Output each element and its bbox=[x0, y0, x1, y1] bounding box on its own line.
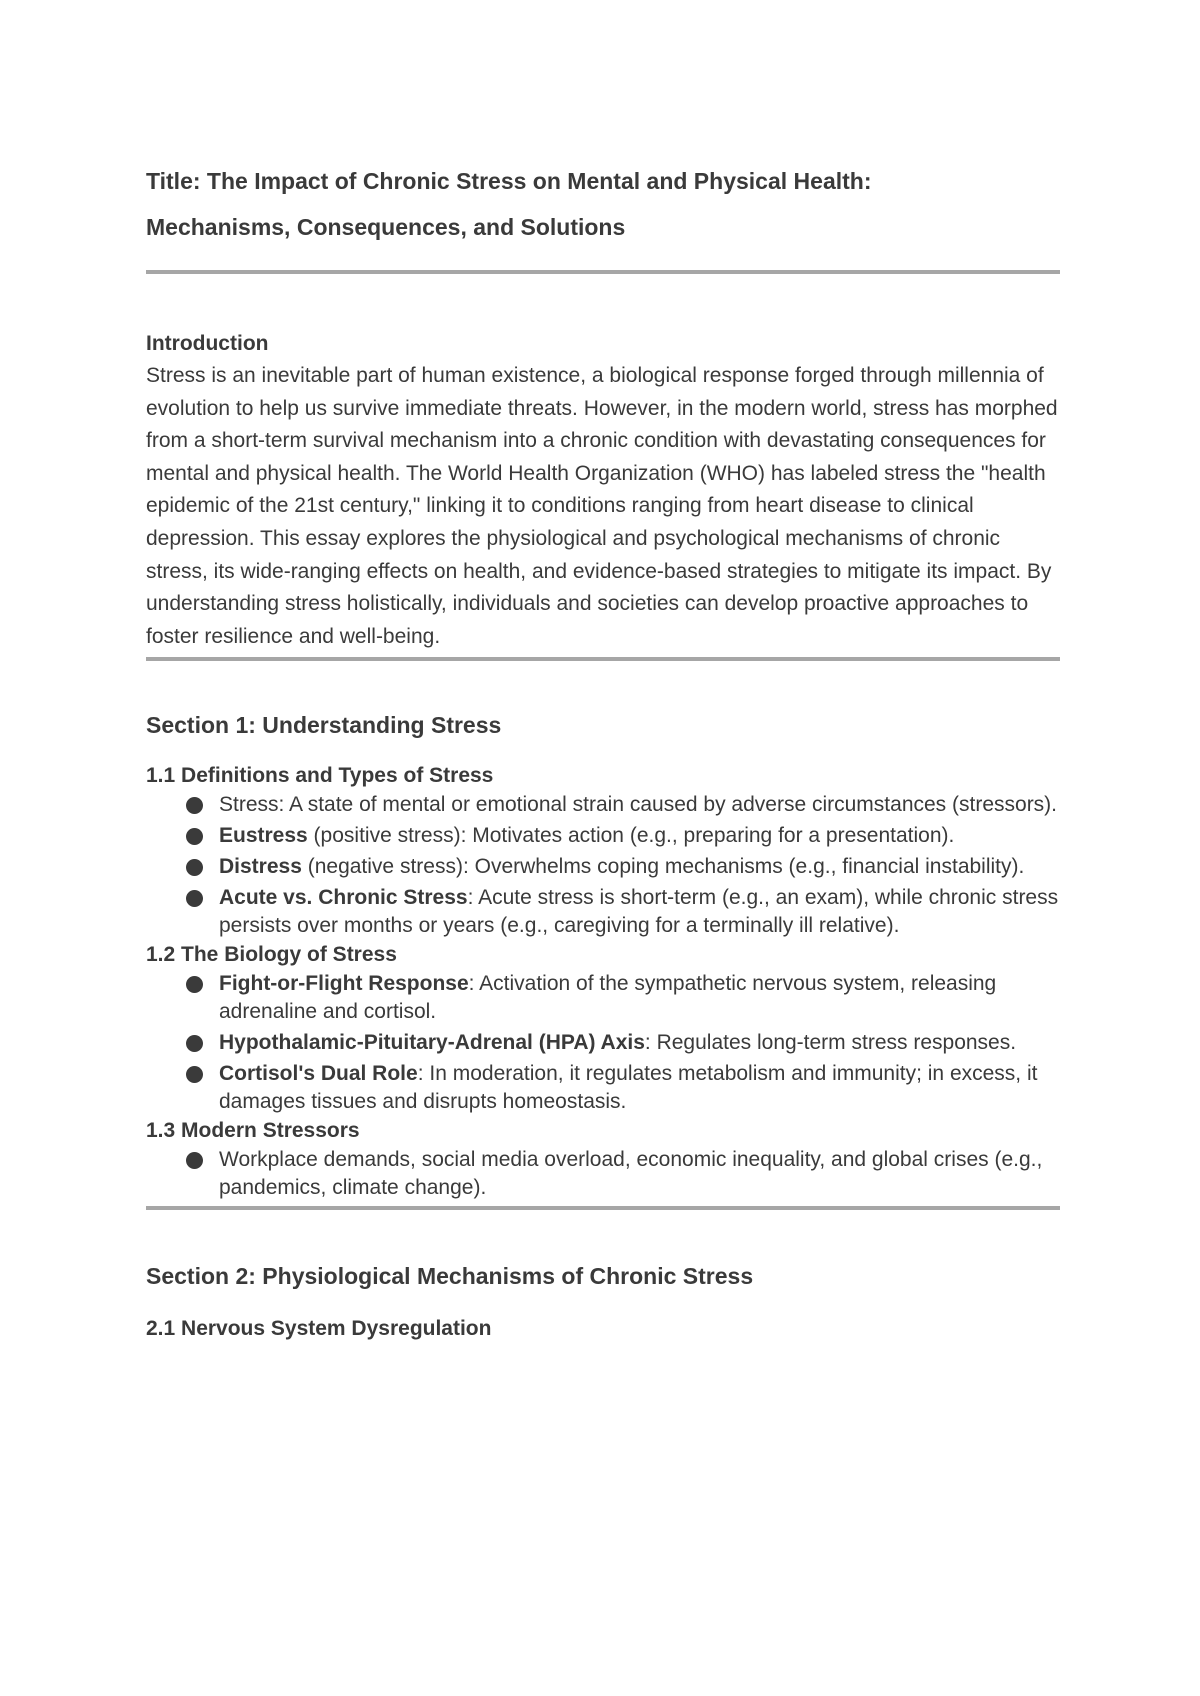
subsection-1-2-heading: 1.2 The Biology of Stress bbox=[146, 943, 397, 967]
subsection-1-1-list bbox=[146, 791, 1060, 940]
bullet-icon bbox=[186, 828, 203, 845]
section-1-heading: Section 1: Understanding Stress bbox=[146, 712, 502, 739]
title-line-2: Mechanisms, Consequences, and Solutions bbox=[146, 214, 626, 240]
introduction-heading: Introduction bbox=[146, 332, 269, 355]
document-title bbox=[146, 158, 1060, 250]
title-line-1: Title: The Impact of Chronic Stress on Mental and Physical Health: bbox=[146, 168, 872, 194]
bullet-icon bbox=[186, 859, 203, 876]
subsection-1-2-list bbox=[146, 970, 1060, 1116]
list-item: Workplace demands, social media overload, economic inequality, and global crises (e.g., pandemics, climate change). bbox=[146, 1146, 1060, 1202]
list-item: Stress: A state of mental or emotional strain caused by adverse circumstances (stressors). bbox=[146, 791, 1060, 819]
introduction-divider bbox=[146, 657, 1060, 661]
introduction-body: Stress is an inevitable part of human existence, a biological response forged through millennia of evolution to help us survive immediate threats. However, in the modern world, stress has morphed from a short-term survival mechanism into a chronic condition with devastating consequences for mental and physical health. The World Health Organization (WHO) has labeled stress the "health epidemic of the 21st century," linking it to conditions ranging from heart disease to clinical depression. This essay explores the physiological and psychological mechanisms of chronic stress, its wide-ranging effects on health, and evidence-based strategies to mitigate its impact. By understanding stress holistically, individuals and societies can develop proactive approaches to foster resilience and well-being. bbox=[146, 364, 1058, 648]
bullet-icon bbox=[186, 797, 203, 814]
bullet-icon bbox=[186, 890, 203, 907]
document-page bbox=[146, 158, 1060, 1344]
list-item: Cortisol's Dual Role: In moderation, it regulates metabolism and immunity; in excess, it damages tissues and disrupts homeostasis. bbox=[146, 1060, 1060, 1116]
bullet-icon bbox=[186, 1066, 203, 1083]
list-item: Fight-or-Flight Response: Activation of the sympathetic nervous system, releasing adrenaline and cortisol. bbox=[146, 970, 1060, 1026]
list-item: Acute vs. Chronic Stress: Acute stress is short-term (e.g., an exam), while chronic stress persists over months or years (e.g., caregiving for a terminally ill relative). bbox=[146, 884, 1060, 940]
subsection-1-1-heading: 1.1 Definitions and Types of Stress bbox=[146, 764, 494, 788]
section-1-divider bbox=[146, 1206, 1060, 1210]
bullet-icon bbox=[186, 976, 203, 993]
section-2-heading: Section 2: Physiological Mechanisms of Chronic Stress bbox=[146, 1263, 754, 1290]
list-item: Eustress (positive stress): Motivates action (e.g., preparing for a presentation). bbox=[146, 822, 1060, 850]
list-item: Hypothalamic-Pituitary-Adrenal (HPA) Axis: Regulates long-term stress responses. bbox=[146, 1029, 1060, 1057]
subsection-2-1-heading: 2.1 Nervous System Dysregulation bbox=[146, 1317, 492, 1341]
subsection-1-3-list bbox=[146, 1146, 1060, 1202]
list-item: Distress (negative stress): Overwhelms coping mechanisms (e.g., financial instability). bbox=[146, 853, 1060, 881]
bullet-icon bbox=[186, 1035, 203, 1052]
bullet-icon bbox=[186, 1152, 203, 1169]
subsection-1-3-heading: 1.3 Modern Stressors bbox=[146, 1119, 360, 1143]
title-divider bbox=[146, 270, 1060, 274]
